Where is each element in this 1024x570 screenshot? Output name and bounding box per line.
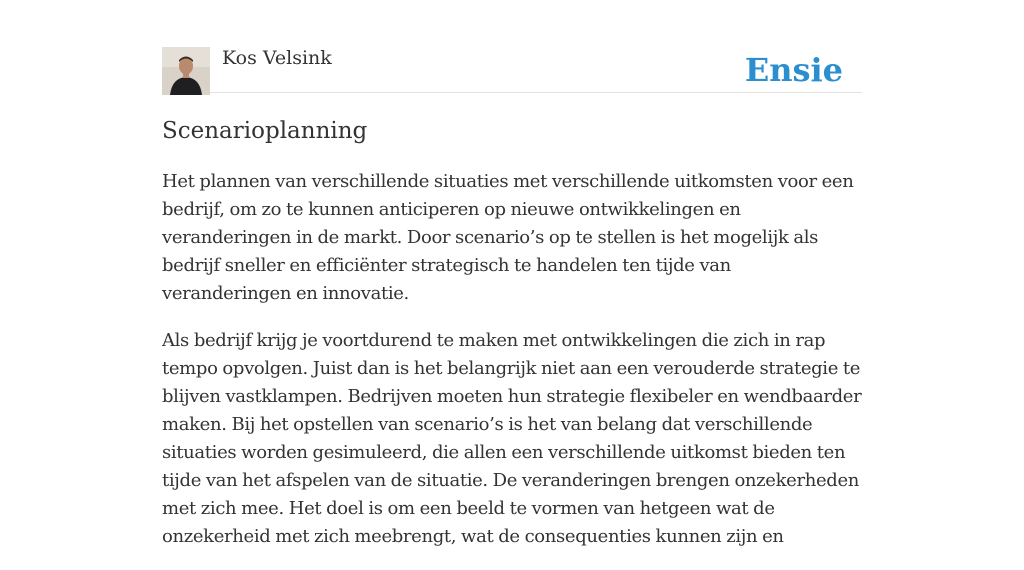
article-paragraph-1: Het plannen van verschillende situaties met verschillende uitkomsten voor een bedrijf, om zo te kunnen anticiperen op nieuwe ontwikkelingen en veranderingen in de markt. Door scenario’s op te stellen is het mogelijk als bedrijf sneller en efficiënter strategisch te handelen ten tijde van veranderingen en innovatie. bbox=[162, 171, 854, 304]
card-header bbox=[162, 0, 862, 93]
person-icon bbox=[162, 47, 210, 95]
ensie-logo[interactable]: Ensie bbox=[744, 51, 843, 89]
author-avatar[interactable] bbox=[162, 47, 210, 95]
definition-card bbox=[162, 0, 862, 547]
article-paragraph-2: Als bedrijf krijg je voortdurend te maken met ontwikkelingen die zich in rap tempo opvolgen. Juist dan is het belangrijk niet aan een verouderde strategie te blijven vastklampen. Bedrijven moeten hun strategie flexibeler en wendbaarder maken. Bij het opstellen van scenario’s is het van belang dat verschillende situaties worden gesimuleerd, die allen een verschillende uitkomst bieden ten tijde van het afspelen van de situatie. De veranderingen brengen onzekerheden met zich mee. Het doel is om een beeld te vormen van hetgeen wat de onzekerheid met zich meebrengt, wat de consequenties kunnen zijn en bbox=[162, 330, 862, 547]
article-title: Scenarioplanning bbox=[162, 118, 368, 144]
author-name[interactable]: Kos Velsink bbox=[222, 47, 332, 69]
article-body bbox=[162, 168, 862, 570]
